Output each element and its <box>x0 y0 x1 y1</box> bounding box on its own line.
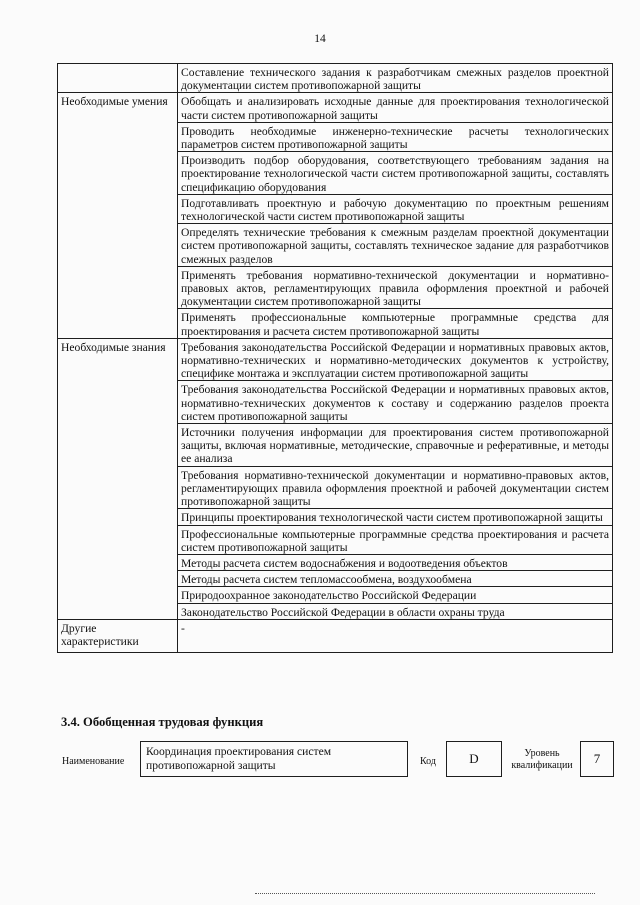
knowledge-item: Принципы проектирования технологической части систем противопожарной защиты <box>178 509 613 525</box>
knowledge-item: Методы расчета систем тепломассообмена, воздухообмена <box>178 571 613 587</box>
knowledge-item: Профессиональные компьютерные программные средства проектирования и расчета систем противопожарной защиты <box>178 525 613 554</box>
knowledge-item: Методы расчета систем водоснабжения и водоотведения объектов <box>178 554 613 570</box>
knowledge-item: Источники получения информации для проектирования систем противопожарной защиты, включая нормативные, методические, справочные и реферативные, и методы ее анализа <box>178 424 613 467</box>
knowledge-item: Природоохранное законодательство Российской Федерации <box>178 587 613 603</box>
qualification-level-label: Уровень квалификации <box>511 748 573 771</box>
skill-item: Подготавливать проектную и рабочую документацию по проектным решениям технологической части систем противопожарной защиты <box>178 194 613 223</box>
skill-item: Обобщать и анализировать исходные данные для проектирования технологической части систем противопожарной защиты <box>178 93 613 122</box>
footer-divider <box>255 893 595 894</box>
row-label <box>58 64 178 93</box>
skill-item: Производить подбор оборудования, соответствующего требованиям задания на проектирование технологической части систем противопожарной защиты, составлять спецификацию оборудования <box>178 152 613 195</box>
knowledge-item: Требования законодательства Российской Федерации и нормативных правовых актов, нормативно-технических документов к составу и содержанию разделов проекта систем противопожарной защиты <box>178 381 613 424</box>
knowledge-item: Законодательство Российской Федерации в области охраны труда <box>178 603 613 619</box>
page-number: 14 <box>314 33 326 45</box>
skill-item: Определять технические требования к смежным разделам проектной документации систем противопожарной защиты, составлять техническое задание для разработчиков смежных разделов <box>178 224 613 267</box>
qualification-level-field: 7 <box>580 741 614 777</box>
other-label: Другие характеристики <box>58 619 178 652</box>
table-row <box>58 64 613 93</box>
table-row <box>58 93 613 122</box>
table-row <box>58 619 613 652</box>
knowledge-item: Требования нормативно-технической документации и нормативно-правовых актов, регламентирующих правила оформления проектной и рабочей документации систем противопожарной защиты <box>178 466 613 509</box>
knowledge-label: Необходимые знания <box>58 338 178 619</box>
skills-label: Необходимые умения <box>58 93 178 338</box>
other-value: - <box>178 619 613 652</box>
code-field: D <box>446 741 502 777</box>
section-heading: 3.4. Обобщенная трудовая функция <box>61 715 264 729</box>
competency-table <box>57 63 613 653</box>
knowledge-item: Требования законодательства Российской Федерации и нормативных правовых актов, нормативно-технических и нормативно-методических документов к устройству, специфике монтажа и эксплуатации систем противопожарной защиты <box>178 338 613 381</box>
skill-item: Проводить необходимые инженерно-технические расчеты технологических параметров систем противопожарной защиты <box>178 122 613 151</box>
requirement-text: Составление технического задания к разработчикам смежных разделов проектной документации систем противопожарной защиты <box>178 64 613 93</box>
table-row <box>58 338 613 381</box>
name-field: Координация проектирования систем противопожарной защиты <box>140 741 408 777</box>
code-label: Код <box>420 756 436 767</box>
name-label: Наименование <box>62 756 125 767</box>
skill-item: Применять требования нормативно-технической документации и нормативно-правовых актов, регламентирующих правила оформления проектной и рабочей документации систем противопожарной защиты <box>178 266 613 309</box>
skill-item: Применять профессиональные компьютерные программные средства для проектирования и расчета систем противопожарной защиты <box>178 309 613 338</box>
